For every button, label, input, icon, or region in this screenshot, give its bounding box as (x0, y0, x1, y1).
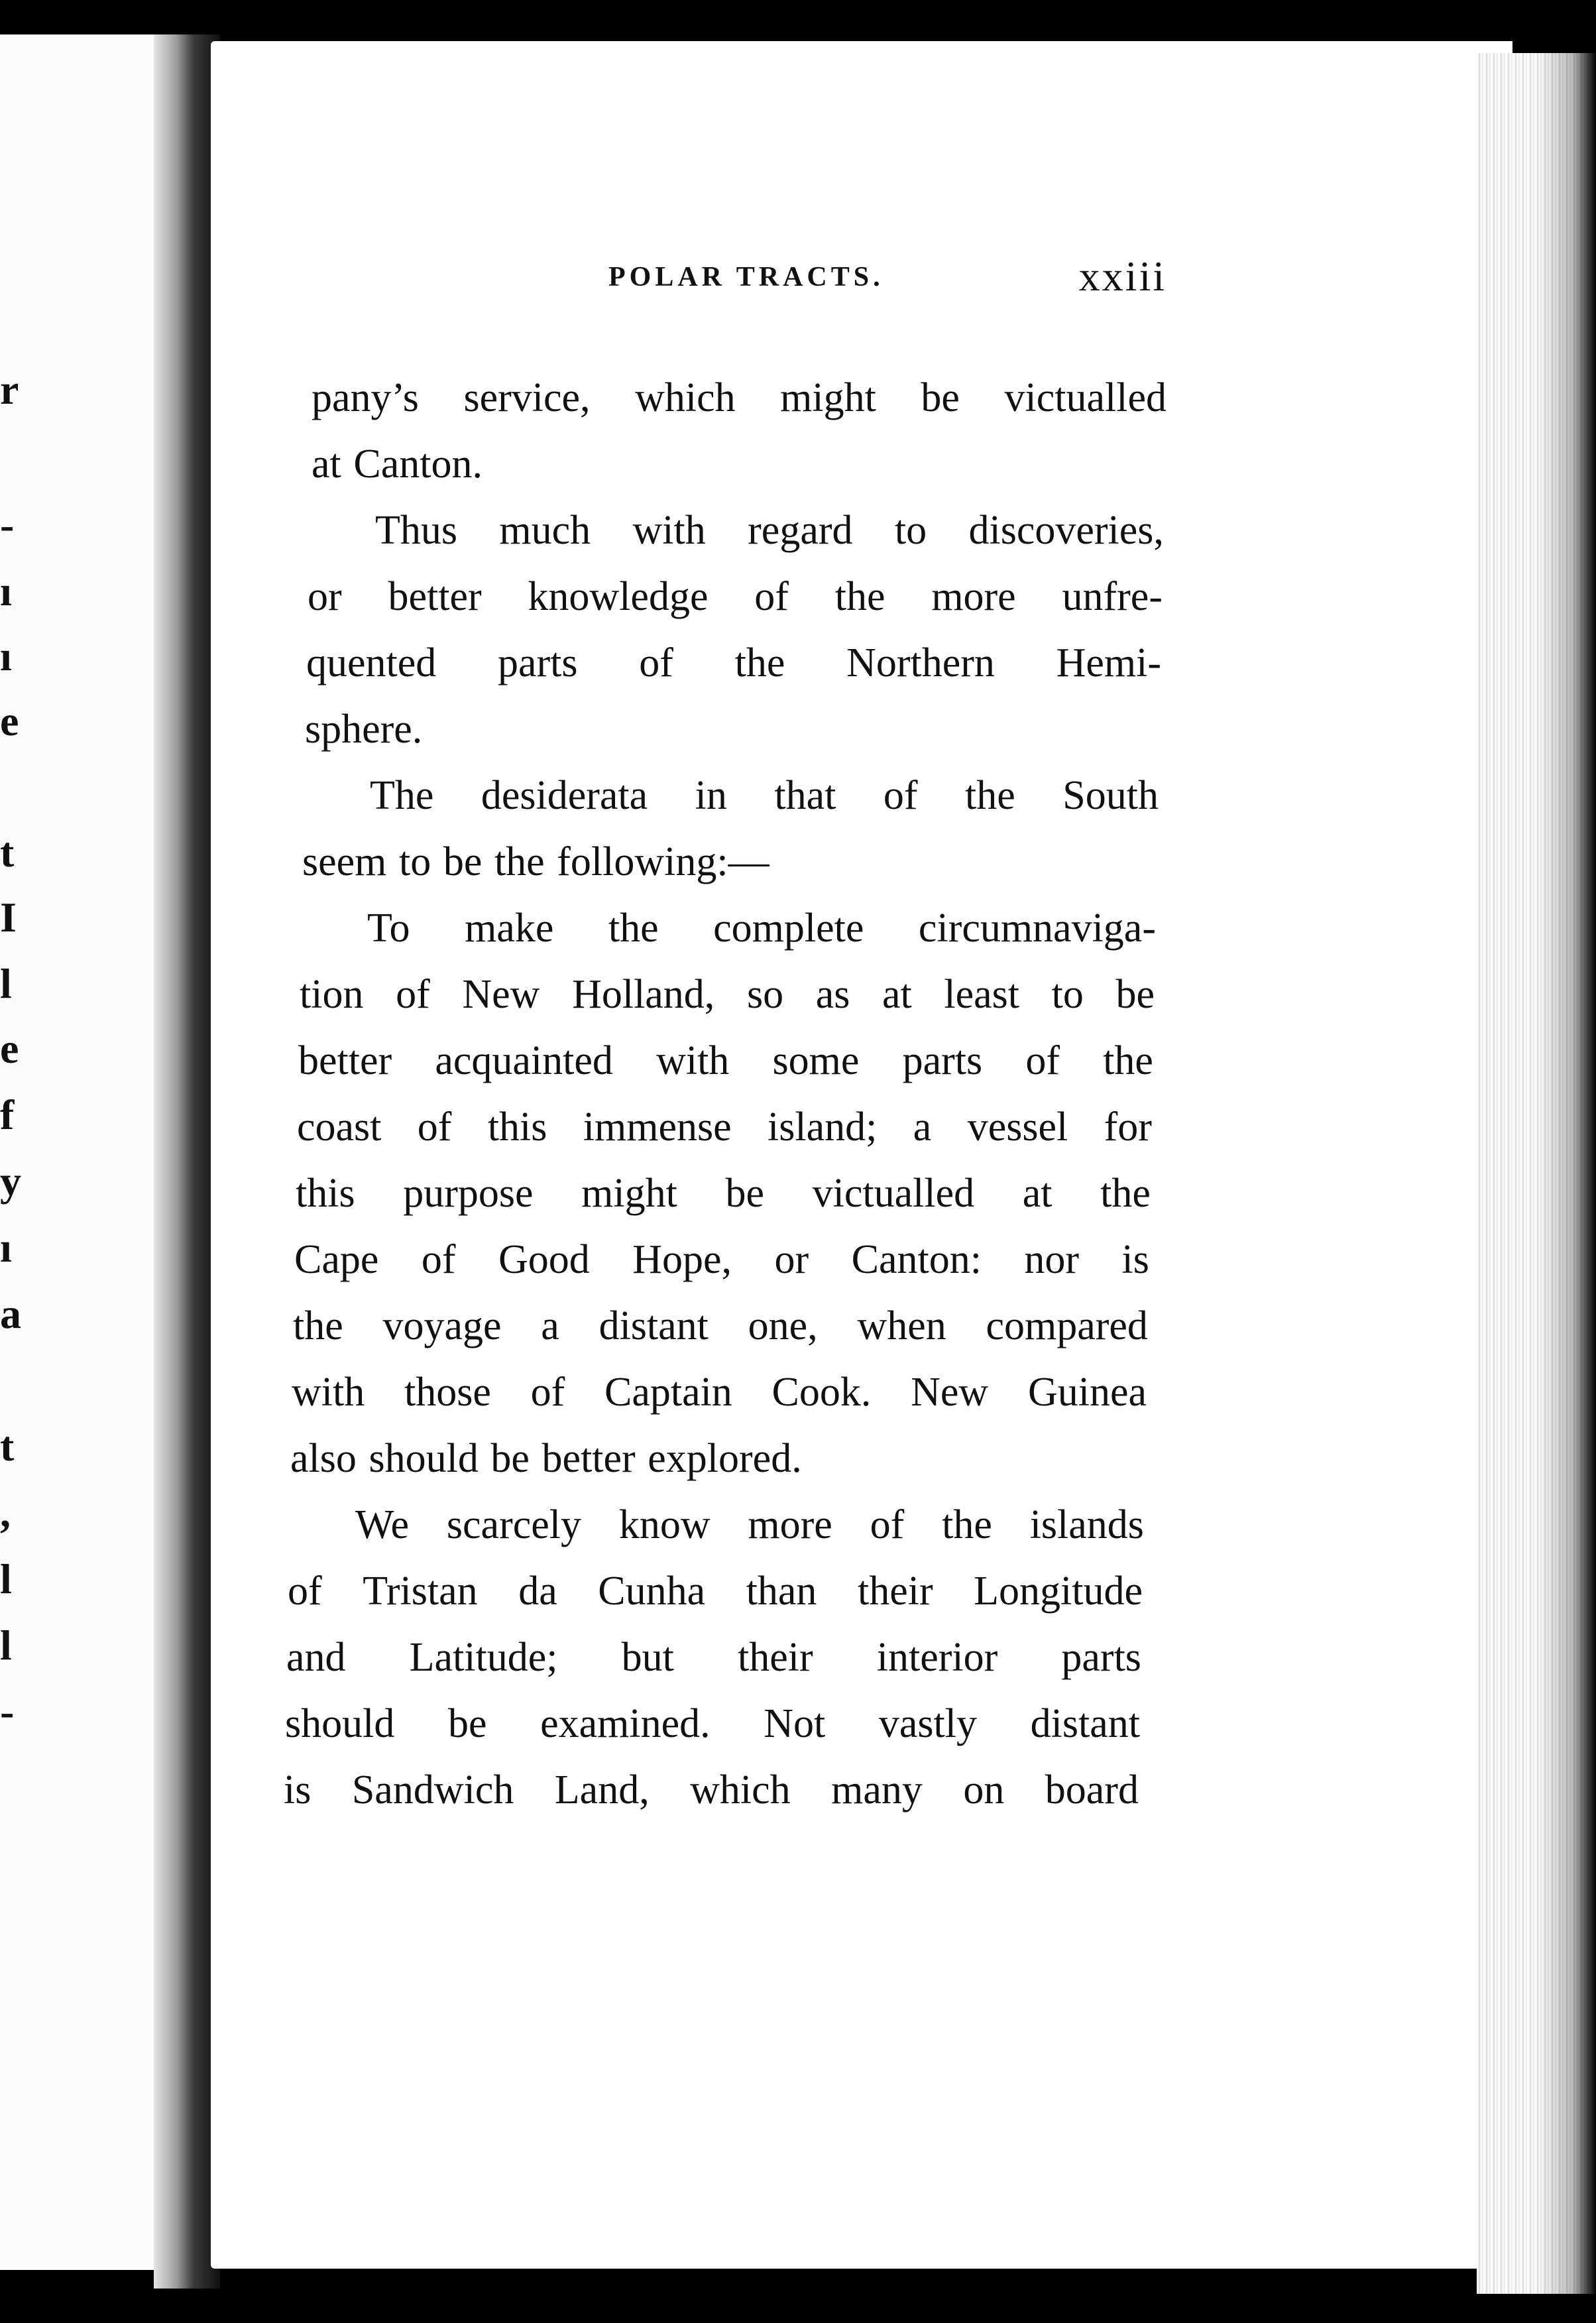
text-line: or better knowledge of the more unfre- (308, 574, 1163, 619)
previous-page-text-fragments (0, 0, 40, 2323)
text-line: of Tristan da Cunha than their Longitude (288, 1569, 1143, 1614)
fragment: ı (0, 567, 12, 615)
text-line: The desiderata in that of the South (370, 773, 1159, 818)
text-block (284, 252, 1167, 1856)
text-line: We scarcely know more of the islands (355, 1502, 1144, 1547)
text-line: pany’s service, which might be victualled (312, 375, 1167, 420)
fragment: - (0, 1688, 15, 1735)
fragment: t (0, 829, 15, 876)
fragment: r (0, 366, 19, 413)
text-line: seem to be the following:— (302, 839, 770, 884)
text-line: also should be better explored. (290, 1436, 802, 1481)
book-gutter-shadow (154, 34, 220, 2289)
fragment: l (0, 1622, 12, 1669)
fragment: ı (0, 632, 12, 680)
fragment: l (0, 960, 12, 1007)
fragment: e (0, 697, 19, 745)
text-line: and Latitude; but their interior parts (286, 1635, 1141, 1680)
text-line: sphere. (305, 707, 423, 752)
text-line: is Sandwich Land, which many on board (284, 1767, 1139, 1813)
fragment: , (0, 1489, 11, 1536)
text-line: coast of this immense island; a vessel for (297, 1104, 1152, 1150)
text-line: tion of New Holland, so as at least to be (300, 972, 1155, 1017)
fragment: - (0, 501, 15, 548)
page-edge-shadow (1538, 53, 1596, 2294)
text-line: with those of Captain Cook. New Guinea (292, 1370, 1147, 1415)
fragment: l (0, 1555, 12, 1602)
fragment: y (0, 1158, 21, 1205)
text-line: at Canton. (312, 442, 483, 487)
fragment: I (0, 894, 17, 941)
fragment: f (0, 1091, 15, 1138)
running-head (312, 252, 1167, 298)
fragment: t (0, 1423, 15, 1470)
text-line: the voyage a distant one, when compared (293, 1303, 1148, 1348)
text-line: Thus much with regard to discoveries, (375, 508, 1164, 553)
text-line: should be examined. Not vastly distant (285, 1701, 1140, 1746)
page-number: xxiii (1078, 253, 1167, 300)
body-text (284, 365, 1167, 1823)
text-line: Cape of Good Hope, or Canton: nor is (294, 1237, 1149, 1282)
text-line: this purpose might be victualled at the (296, 1171, 1151, 1216)
fragment: a (0, 1290, 21, 1337)
fragment: e (0, 1025, 19, 1072)
text-line: To make the complete circumnaviga- (367, 906, 1156, 951)
fragment: ı (0, 1224, 12, 1271)
text-line: quented parts of the Northern Hemi- (306, 640, 1161, 685)
running-title: POLAR TRACTS. (608, 262, 884, 292)
text-line: better acquainted with some parts of the (298, 1038, 1153, 1083)
